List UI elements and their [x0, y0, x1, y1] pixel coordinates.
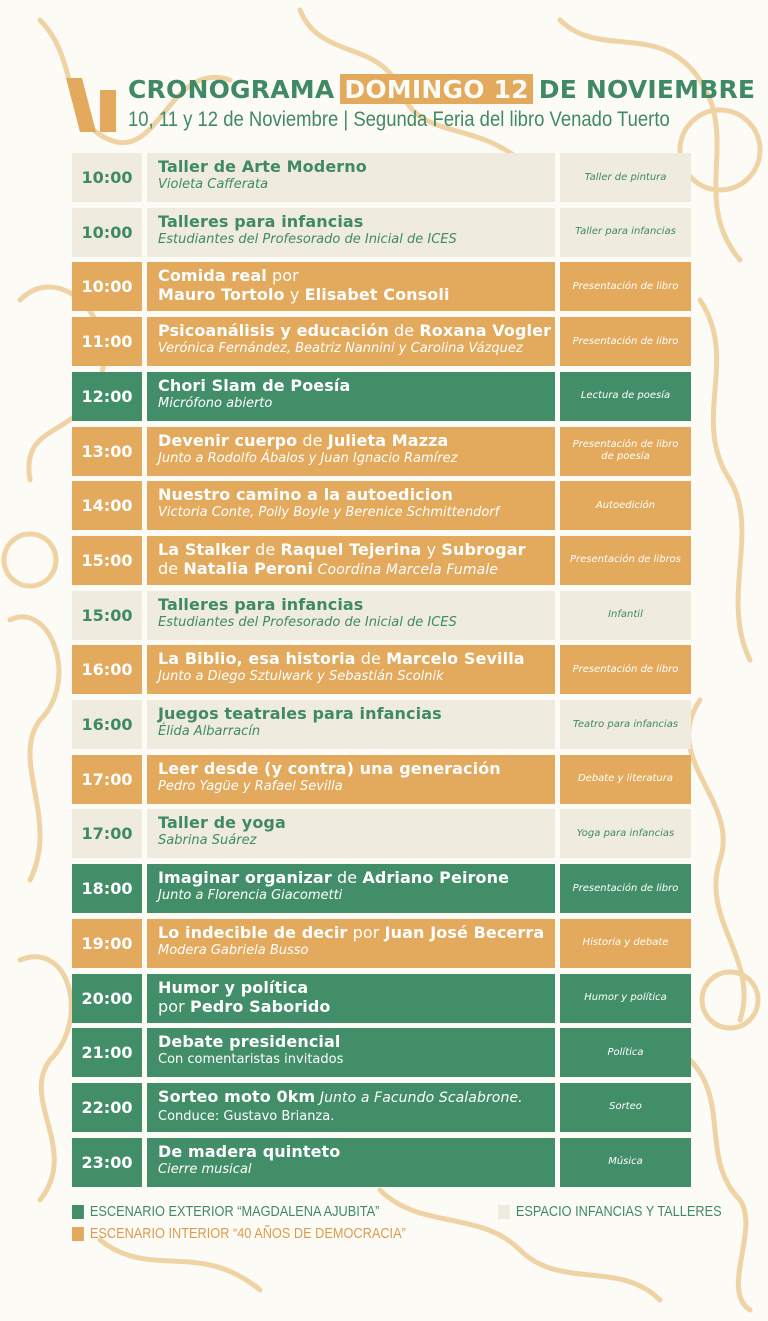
event-time: 22:00	[72, 1083, 142, 1132]
event-category-tag: Presentación de libro de poesía	[560, 427, 691, 476]
schedule-row	[72, 372, 691, 421]
event-time: 16:00	[72, 645, 142, 694]
event-title-part: Nuestro camino a la autoedicion	[158, 485, 453, 505]
event-category-tag: Humor y política	[560, 974, 691, 1023]
event-details	[147, 645, 555, 694]
event-subtitle: Pedro Yagüe y Rafael Sevilla	[158, 778, 343, 794]
event-time: 15:00	[72, 536, 142, 585]
event-subtitle: Junto a Diego Sztulwark y Sebastián Scolnik	[158, 669, 444, 685]
event-time: 23:00	[72, 1138, 142, 1187]
page-subtitle: 10, 11 y 12 de Noviembre | Segunda Feria del libro Venado Tuerto	[128, 108, 670, 131]
event-category-tag: Sorteo	[560, 1083, 691, 1132]
event-title	[158, 321, 555, 340]
event-category-tag: Debate y literatura	[560, 755, 691, 804]
schedule-row	[72, 208, 691, 257]
event-time: 10:00	[72, 153, 142, 202]
event-category-tag: Presentación de libro	[560, 262, 691, 311]
event-title-part: Pedro Saborido	[190, 996, 331, 1016]
title-pre: CRONOGRAMA	[128, 74, 335, 104]
event-title-part: Adriano Peirone	[362, 868, 510, 888]
event-category-tag: Música	[560, 1138, 691, 1187]
legend-infancias-label: ESPACIO INFANCIAS Y TALLERES	[515, 1203, 722, 1220]
event-title-part: de	[158, 558, 184, 578]
event-title-part: de	[249, 539, 281, 559]
schedule-row	[72, 645, 691, 694]
event-title	[158, 376, 555, 395]
legend-exterior	[72, 1203, 379, 1220]
event-details	[147, 372, 555, 421]
event-title-part: de	[355, 649, 387, 669]
event-title	[158, 868, 555, 887]
event-details	[147, 809, 555, 858]
legend-green-swatch	[72, 1205, 84, 1219]
event-title-part: de	[331, 868, 363, 888]
event-title	[158, 813, 555, 832]
event-details	[147, 481, 555, 530]
event-title	[158, 1142, 555, 1161]
event-title-part: Roxana Vogler	[419, 321, 552, 341]
event-category-tag: Presentación de libros	[560, 536, 691, 585]
event-category-tag: Taller de pintura	[560, 153, 691, 202]
event-subtitle: Junto a Rodolfo Ábalos y Juan Ignacio Ramírez	[158, 450, 458, 466]
event-time: 12:00	[72, 372, 142, 421]
event-details	[147, 1028, 555, 1077]
event-subtitle: Violeta Cafferata	[158, 177, 269, 192]
title-highlight: DOMINGO 12	[340, 74, 532, 104]
event-title-part: Imaginar organizar	[158, 868, 332, 888]
event-title-part: de	[388, 321, 420, 341]
event-category-tag: Presentación de libro	[560, 864, 691, 913]
event-title-line2	[158, 997, 555, 1016]
event-title-part: Junto a Facundo Scalabrone.	[315, 1089, 523, 1106]
event-title-part: Juegos teatrales para infancias	[158, 704, 442, 723]
schedule-row	[72, 864, 691, 913]
event-details	[147, 591, 555, 640]
event-title-part: La Stalker	[158, 539, 250, 559]
event-title	[158, 978, 555, 997]
event-title-part: por	[266, 266, 299, 286]
event-title-part: La Biblio, esa historia	[158, 649, 356, 669]
event-title	[158, 485, 555, 504]
event-details	[147, 864, 555, 913]
event-subtitle: Estudiantes del Profesorado de Inicial de ICES	[158, 614, 457, 630]
event-time: 15:00	[72, 591, 142, 640]
event-title-part: Julieta Mazza	[327, 430, 449, 450]
event-time: 17:00	[72, 809, 142, 858]
event-title-part: y	[421, 539, 442, 559]
schedule-row	[72, 317, 691, 366]
schedule-row	[72, 1138, 691, 1187]
event-title-part: Comida real	[158, 266, 267, 286]
event-details	[147, 262, 555, 311]
event-time: 17:00	[72, 755, 142, 804]
event-category-tag: Historia y debate	[560, 919, 691, 968]
event-title-part: Devenir cuerpo	[158, 430, 298, 450]
event-details	[147, 919, 555, 968]
event-title-part: Coordina Marcela Fumale	[313, 561, 499, 578]
event-category-tag: Autoedición	[560, 481, 691, 530]
event-subtitle: Sabrina Suárez	[158, 833, 257, 849]
legend-orange-swatch	[72, 1227, 84, 1241]
event-time: 18:00	[72, 864, 142, 913]
event-title	[158, 759, 555, 778]
event-time: 16:00	[72, 700, 142, 749]
event-details	[147, 536, 555, 585]
event-title	[158, 704, 555, 723]
event-details	[147, 1083, 555, 1132]
event-category-tag: Presentación de libro	[560, 317, 691, 366]
event-title-part: Debate presidencial	[158, 1032, 341, 1052]
event-title-line2	[158, 285, 555, 304]
event-title-part: Raquel Tejerina	[280, 539, 422, 559]
schedule-row	[72, 809, 691, 858]
event-category-tag: Taller para infancias	[560, 208, 691, 257]
event-title-part: y	[284, 285, 305, 305]
schedule-row	[72, 919, 691, 968]
event-title-part: Taller de Arte Moderno	[158, 157, 367, 176]
legend-infancias	[498, 1203, 722, 1220]
event-category-tag: Política	[560, 1028, 691, 1077]
event-subtitle: Con comentaristas invitados	[158, 1052, 344, 1068]
event-title	[158, 212, 555, 231]
event-title	[158, 540, 555, 559]
event-details	[147, 427, 555, 476]
legend-exterior-label: ESCENARIO EXTERIOR “MAGDALENA AJUBITA”	[89, 1203, 380, 1220]
schedule-row	[72, 536, 691, 585]
event-title-line2	[158, 559, 555, 580]
event-title	[158, 157, 555, 176]
event-time: 21:00	[72, 1028, 142, 1077]
event-details	[147, 153, 555, 202]
event-title-part: Chori Slam de Poesía	[158, 375, 351, 395]
schedule-row	[72, 974, 691, 1023]
legend-interior-label: ESCENARIO INTERIOR “40 AÑOS DE DEMOCRACIA”	[89, 1225, 406, 1242]
schedule-row	[72, 262, 691, 311]
event-details	[147, 974, 555, 1023]
event-title	[158, 923, 555, 942]
schedule-row	[72, 481, 691, 530]
event-title-part: Sorteo moto 0km	[158, 1086, 316, 1106]
event-title-part: Humor y política	[158, 977, 309, 997]
event-category-tag: Infantil	[560, 591, 691, 640]
event-title	[158, 266, 555, 285]
event-title-part: Lo indecible de decir	[158, 922, 348, 942]
event-category-tag: Lectura de poesía	[560, 372, 691, 421]
event-title-part: Elisabet Consoli	[304, 285, 450, 305]
event-title-part: Natalia Peroni	[183, 558, 314, 578]
event-title	[158, 431, 555, 450]
event-title-part: por	[158, 996, 191, 1016]
event-time: 20:00	[72, 974, 142, 1023]
event-time: 10:00	[72, 208, 142, 257]
event-category-tag: Presentación de libro	[560, 645, 691, 694]
event-subtitle: Junto a Florencia Giacometti	[158, 888, 343, 904]
event-subtitle: Micrófono abierto	[158, 395, 273, 411]
event-time: 10:00	[72, 262, 142, 311]
event-subtitle: Conduce: Gustavo Brianza.	[158, 1108, 335, 1124]
event-title	[158, 595, 555, 614]
page-title	[128, 74, 755, 104]
event-category-tag: Yoga para infancias	[560, 809, 691, 858]
event-title	[158, 1032, 555, 1051]
event-subtitle: Estudiantes del Profesorado de Inicial de ICES	[158, 231, 457, 247]
feria-logo	[66, 78, 122, 132]
event-title-part: de	[297, 430, 328, 450]
event-time: 19:00	[72, 919, 142, 968]
event-subtitle: Verónica Fernández, Beatriz Nannini y Carolina Vázquez	[158, 341, 523, 357]
event-subtitle: Modera Gabriela Busso	[158, 942, 309, 958]
event-title-part: Marcelo Sevilla	[386, 649, 525, 669]
schedule-row	[72, 700, 691, 749]
event-title-part: Talleres para infancias	[158, 594, 364, 614]
schedule-row	[72, 1083, 691, 1132]
legend-cream-swatch	[498, 1205, 510, 1219]
event-time: 11:00	[72, 317, 142, 366]
event-title	[158, 649, 555, 668]
event-category-tag: Teatro para infancias	[560, 700, 691, 749]
event-details	[147, 700, 555, 749]
event-subtitle: Élida Albarracín	[158, 724, 261, 739]
event-title-part: Leer desde (y contra) una generación	[158, 758, 501, 778]
event-subtitle: Victoria Conte, Polly Boyle y Berenice Schmittendorf	[158, 505, 500, 521]
event-title-part: Psicoanálisis y educación	[158, 321, 389, 341]
schedule-row	[72, 591, 691, 640]
event-title-part: por	[347, 922, 385, 942]
schedule-row	[72, 427, 691, 476]
event-title-part: De madera quinteto	[158, 1141, 341, 1161]
event-time: 14:00	[72, 481, 142, 530]
event-title-part: Taller de yoga	[158, 813, 286, 833]
event-title-part: Talleres para infancias	[158, 211, 364, 231]
event-title-part: Subrogar	[441, 539, 526, 559]
schedule-row	[72, 1028, 691, 1077]
event-subtitle: Cierre musical	[158, 1161, 252, 1177]
event-time: 13:00	[72, 427, 142, 476]
title-post: DE NOVIEMBRE	[538, 74, 756, 104]
event-details	[147, 317, 555, 366]
event-details	[147, 755, 555, 804]
schedule-row	[72, 153, 691, 202]
schedule-row	[72, 755, 691, 804]
legend-interior	[72, 1225, 406, 1242]
event-details	[147, 208, 555, 257]
event-title-part: Juan José Becerra	[384, 922, 545, 942]
event-title	[158, 1087, 555, 1108]
event-title-part: Mauro Tortolo	[158, 285, 285, 305]
event-details	[147, 1138, 555, 1187]
